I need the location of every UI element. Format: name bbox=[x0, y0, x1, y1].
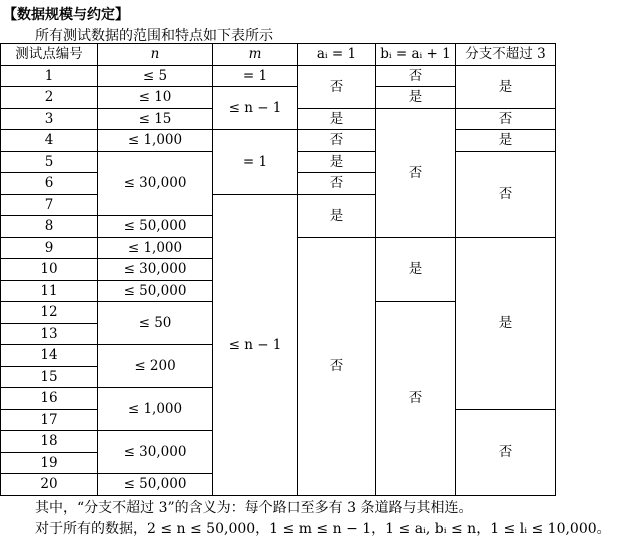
header-a: aᵢ = 1 bbox=[298, 44, 376, 66]
cell-b: 否 bbox=[376, 302, 456, 496]
cell-id: 18 bbox=[1, 431, 98, 453]
cell-id: 20 bbox=[1, 474, 98, 496]
cell-a: 否 bbox=[298, 173, 376, 195]
cell-id: 5 bbox=[1, 151, 98, 173]
cell-n: ≤ 200 bbox=[98, 345, 213, 388]
cell-id: 19 bbox=[1, 452, 98, 474]
cell-id: 14 bbox=[1, 345, 98, 367]
cell-branch: 是 bbox=[456, 65, 556, 108]
cell-n: ≤ 30,000 bbox=[98, 431, 213, 474]
cell-id: 4 bbox=[1, 130, 98, 152]
header-b: bᵢ = aᵢ + 1 bbox=[376, 44, 456, 66]
cell-n: ≤ 5 bbox=[98, 65, 213, 87]
cell-id: 6 bbox=[1, 173, 98, 195]
cell-id: 17 bbox=[1, 409, 98, 431]
cell-branch: 否 bbox=[456, 151, 556, 237]
table-header-row bbox=[1, 44, 556, 66]
cell-n: ≤ 1,000 bbox=[98, 237, 213, 259]
cell-branch: 是 bbox=[456, 130, 556, 152]
cell-n: ≤ 30,000 bbox=[98, 151, 213, 216]
cell-m: ≤ n − 1 bbox=[213, 87, 298, 130]
cell-a: 是 bbox=[298, 194, 376, 237]
header-n bbox=[98, 44, 213, 66]
test-data-table bbox=[0, 43, 556, 496]
section-heading: 【数据规模与约定】 bbox=[3, 7, 129, 23]
cell-id: 15 bbox=[1, 366, 98, 388]
cell-n: ≤ 1,000 bbox=[98, 130, 213, 152]
cell-id: 16 bbox=[1, 388, 98, 410]
cell-n: ≤ 50,000 bbox=[98, 280, 213, 302]
cell-a: 否 bbox=[298, 65, 376, 108]
table-row bbox=[1, 65, 556, 87]
cell-id: 1 bbox=[1, 65, 98, 87]
cell-m: = 1 bbox=[213, 130, 298, 195]
cell-n: ≤ 10 bbox=[98, 87, 213, 109]
cell-b: 是 bbox=[376, 87, 456, 109]
header-m-label: m bbox=[248, 46, 262, 63]
cell-b: 否 bbox=[376, 108, 456, 237]
cell-n: ≤ 50,000 bbox=[98, 216, 213, 238]
cell-a: 否 bbox=[298, 237, 376, 495]
cell-n: ≤ 15 bbox=[98, 108, 213, 130]
cell-n: ≤ 50 bbox=[98, 302, 213, 345]
cell-b: 否 bbox=[376, 65, 456, 87]
footnote-constraints: 对于所有的数据，2 ≤ n ≤ 50,000，1 ≤ m ≤ n − 1，1 ≤ aᵢ, bᵢ ≤ n，1 ≤ lᵢ ≤ 10,000。 bbox=[35, 521, 611, 537]
header-id: 测试点编号 bbox=[1, 44, 98, 66]
cell-m: = 1 bbox=[213, 65, 298, 87]
cell-id: 7 bbox=[1, 194, 98, 216]
cell-id: 2 bbox=[1, 87, 98, 109]
cell-id: 10 bbox=[1, 259, 98, 281]
cell-a: 是 bbox=[298, 108, 376, 130]
cell-branch: 否 bbox=[456, 108, 556, 130]
cell-n: ≤ 30,000 bbox=[98, 259, 213, 281]
cell-branch: 否 bbox=[456, 409, 556, 495]
cell-a: 是 bbox=[298, 151, 376, 173]
cell-m: ≤ n − 1 bbox=[213, 194, 298, 495]
cell-id: 8 bbox=[1, 216, 98, 238]
intro-text: 所有测试数据的范围和特点如下表所示 bbox=[35, 28, 273, 44]
cell-id: 12 bbox=[1, 302, 98, 324]
cell-branch: 是 bbox=[456, 237, 556, 409]
header-m bbox=[213, 44, 298, 66]
header-branch: 分支不超过 3 bbox=[456, 44, 556, 66]
cell-n: ≤ 1,000 bbox=[98, 388, 213, 431]
header-n-label: n bbox=[150, 46, 160, 63]
cell-id: 9 bbox=[1, 237, 98, 259]
table-row bbox=[1, 130, 556, 152]
cell-id: 3 bbox=[1, 108, 98, 130]
cell-id: 13 bbox=[1, 323, 98, 345]
cell-n: ≤ 50,000 bbox=[98, 474, 213, 496]
cell-id: 11 bbox=[1, 280, 98, 302]
footnote-branch-definition: 其中，“分支不超过 3”的含义为：每个路口至多有 3 条道路与其相连。 bbox=[35, 500, 473, 516]
cell-a: 否 bbox=[298, 130, 376, 152]
cell-b: 是 bbox=[376, 237, 456, 302]
